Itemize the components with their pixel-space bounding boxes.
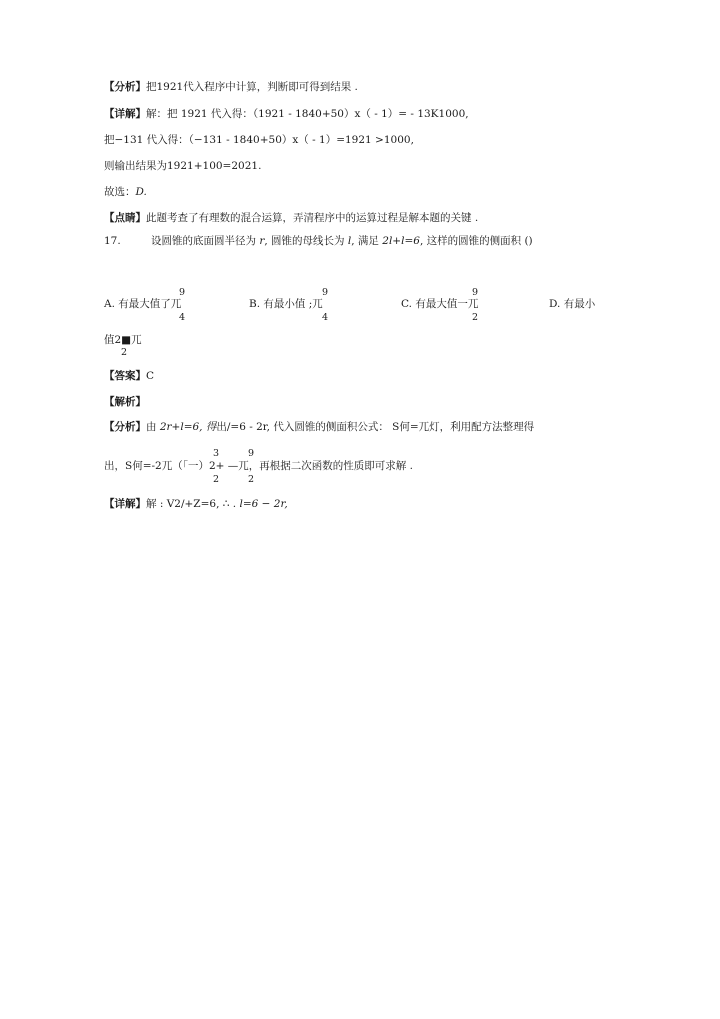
option-c: C. 有最大值一兀 bbox=[401, 298, 479, 310]
comment-text: 此题考查了有理数的混合运算，弄清程序中的运算过程是解本题的关键 . bbox=[146, 212, 479, 224]
option-c-denominator: 2 bbox=[472, 312, 479, 323]
choose-line bbox=[104, 186, 147, 199]
condition: 2l+l=6 bbox=[382, 235, 420, 247]
option-a-numerator: 9 bbox=[179, 287, 186, 298]
detail-text: 解：把 1921 代入得：（1921 - 1840+50）x（ - 1）= - 13K1000, bbox=[146, 108, 469, 120]
analysis-line-1 bbox=[104, 81, 358, 94]
detail-line-2: 把−131 代入得：（−131 - 1840+50）x（ - 1）=1921 >1000, bbox=[104, 134, 414, 146]
analysis2-condition: 2r+l=6, 得 bbox=[159, 421, 217, 433]
answer-line bbox=[104, 370, 154, 383]
option-d-denominator: 2 bbox=[121, 347, 128, 358]
comment-tag: 【点睛】 bbox=[104, 212, 146, 224]
detail3-tag: 【详解】 bbox=[104, 498, 146, 510]
var-r: r bbox=[259, 235, 265, 247]
question-number: 17. bbox=[104, 235, 121, 247]
option-b: B. 有最小值 ;兀 bbox=[249, 298, 323, 310]
solution-tag: 【解析】 bbox=[104, 396, 146, 408]
stem-c: , 满足 bbox=[351, 235, 383, 247]
option-d: D. 有最小 bbox=[549, 298, 596, 310]
option-c-numerator: 9 bbox=[472, 287, 479, 298]
detail3-tail: l=6 − 2r, bbox=[239, 498, 288, 510]
answer-tag: 【答案】 bbox=[104, 370, 146, 382]
comment-line bbox=[104, 212, 478, 225]
option-a-denominator: 4 bbox=[179, 312, 186, 323]
analysis2-fraction-den-2: 2 bbox=[248, 474, 255, 485]
analysis2-tag: 【分析】 bbox=[104, 421, 146, 433]
option-b-numerator: 9 bbox=[322, 287, 329, 298]
detail-line-1 bbox=[104, 108, 469, 121]
analysis2-fraction-num-1: 3 bbox=[213, 448, 220, 459]
analysis2-line-c: 出，S何=-2兀（「一）2+ —兀，再根据二次函数的性质即可求解 . bbox=[104, 460, 413, 472]
analysis2-text-a: 由 bbox=[146, 421, 160, 433]
detail-tag: 【详解】 bbox=[104, 108, 146, 120]
stem-a: 设圆锥的底面圆半径为 bbox=[151, 235, 260, 247]
option-d-continued: 值2■兀 bbox=[104, 334, 142, 346]
option-a: A. 有最大值了兀 bbox=[104, 298, 182, 310]
detail-line-3 bbox=[104, 498, 288, 511]
detail3-text: 解 : V2/+Z=6, ∴ . bbox=[146, 498, 240, 510]
analysis-tag: 【分析】 bbox=[104, 81, 146, 93]
option-b-denominator: 4 bbox=[322, 312, 329, 323]
var-l: l bbox=[347, 235, 352, 247]
analysis2-text-b: 出/=6 - 2r, 代入圆锥的侧面积公式： S何=兀灯，利用配方法整理得 bbox=[216, 421, 535, 433]
analysis-line-2 bbox=[104, 421, 534, 434]
analysis-text: 把1921代入程序中计算，判断即可得到结果 . bbox=[146, 81, 358, 93]
analysis2-fraction-den-1: 2 bbox=[213, 474, 220, 485]
output-line: 则输出结果为1921+100=2021. bbox=[104, 160, 262, 172]
answer-value: C bbox=[146, 370, 155, 382]
question-stem bbox=[151, 235, 533, 248]
choose-label: 故选： bbox=[104, 186, 136, 198]
choose-value: D. bbox=[135, 186, 147, 198]
stem-d: , 这样的圆锥的侧面积 () bbox=[419, 235, 533, 247]
stem-b: , 圆锥的母线长为 bbox=[264, 235, 348, 247]
analysis2-fraction-num-2: 9 bbox=[248, 448, 255, 459]
